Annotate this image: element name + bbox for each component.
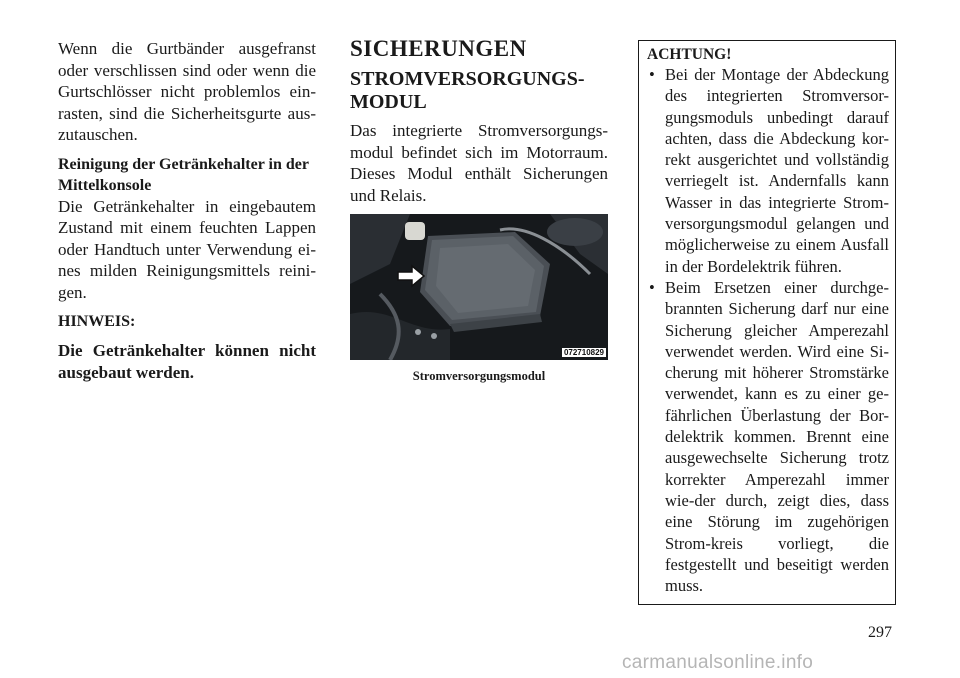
engine-bay-illustration: [350, 214, 608, 360]
page-number: 297: [868, 624, 892, 641]
photo-caption: Stromversorgungsmodul: [412, 369, 546, 383]
note-text: Die Getränkehalter können nicht ausgebaut werden.: [58, 341, 316, 382]
watermark: carmanualsonline.info: [622, 652, 814, 673]
cupholder-paragraph: Die Getränkehalter in eingebautem Zustand mit einem feuchten Lappen oder Handtuch unter Verwendung ei-nes milden Reinigungsmittels reini-gen.: [58, 196, 316, 302]
bullet-icon: •: [649, 277, 655, 297]
cupholder-subheading: Reinigung der Getränkehalter in der Mittelkonsole: [58, 155, 309, 194]
right-column: [638, 40, 896, 605]
warning-item: [647, 277, 889, 596]
seatbelt-paragraph: Wenn die Gurtbänder ausgefranst oder verschlissen sind oder wenn die Gurtschlösser nicht problemlos ein-rasten, sind die Sicherheitsgurte aus-zutauschen.: [58, 39, 316, 144]
bullet-icon: •: [649, 65, 655, 84]
middle-column: [350, 36, 608, 384]
power-module-paragraph: Das integrierte Stromversorgungs-modul befindet sich im Motorraum. Dieses Modul enthält Sicherungen und Relais.: [350, 121, 608, 205]
warning-item-text: Beim Ersetzen einer durchge-brannten Sicherung darf nur eine Sicherung gleicher Amperezahl verwendet werden. Wird eine Si-cherung mit höherer Stromstärke verwendet, kann es zu einer ge-fährlichen Überlastung der Bor-delektrik kommen. Brennt eine ausgewechselte Sicherung trotz korrekter Amperezahl immer wie-der durch, zeigt dies, dass eine Störung im zugehörigen Strom-kreis vorliegt, die festgestellt und beseitigt werden muss.: [665, 277, 889, 596]
power-module-photo: [350, 214, 608, 360]
section-subtitle: STROMVERSORGUNGS-MODUL: [350, 68, 585, 113]
section-title: SICHERUNGEN: [350, 36, 527, 61]
note-label: HINWEIS:: [58, 313, 136, 330]
warning-title: ACHTUNG!: [647, 46, 732, 63]
photo-reference-code: 072710829: [563, 348, 604, 357]
warning-box: [638, 40, 896, 605]
warning-list: [647, 64, 889, 596]
left-column: [58, 38, 316, 384]
warning-item-text: Bei der Montage der Abdeckung des integrierten Stromversor-gungsmoduls unbedingt darauf achten, dass die Abdeckung kor-rekt ausgerichtet und vollständig verriegelt ist. Andernfalls kann Wasser in das integrierte Strom-versorgungsmodul gelangen und möglicherweise zu einem Ausfall in der Bordelektrik führen.: [665, 65, 889, 276]
warning-item: [647, 64, 889, 277]
